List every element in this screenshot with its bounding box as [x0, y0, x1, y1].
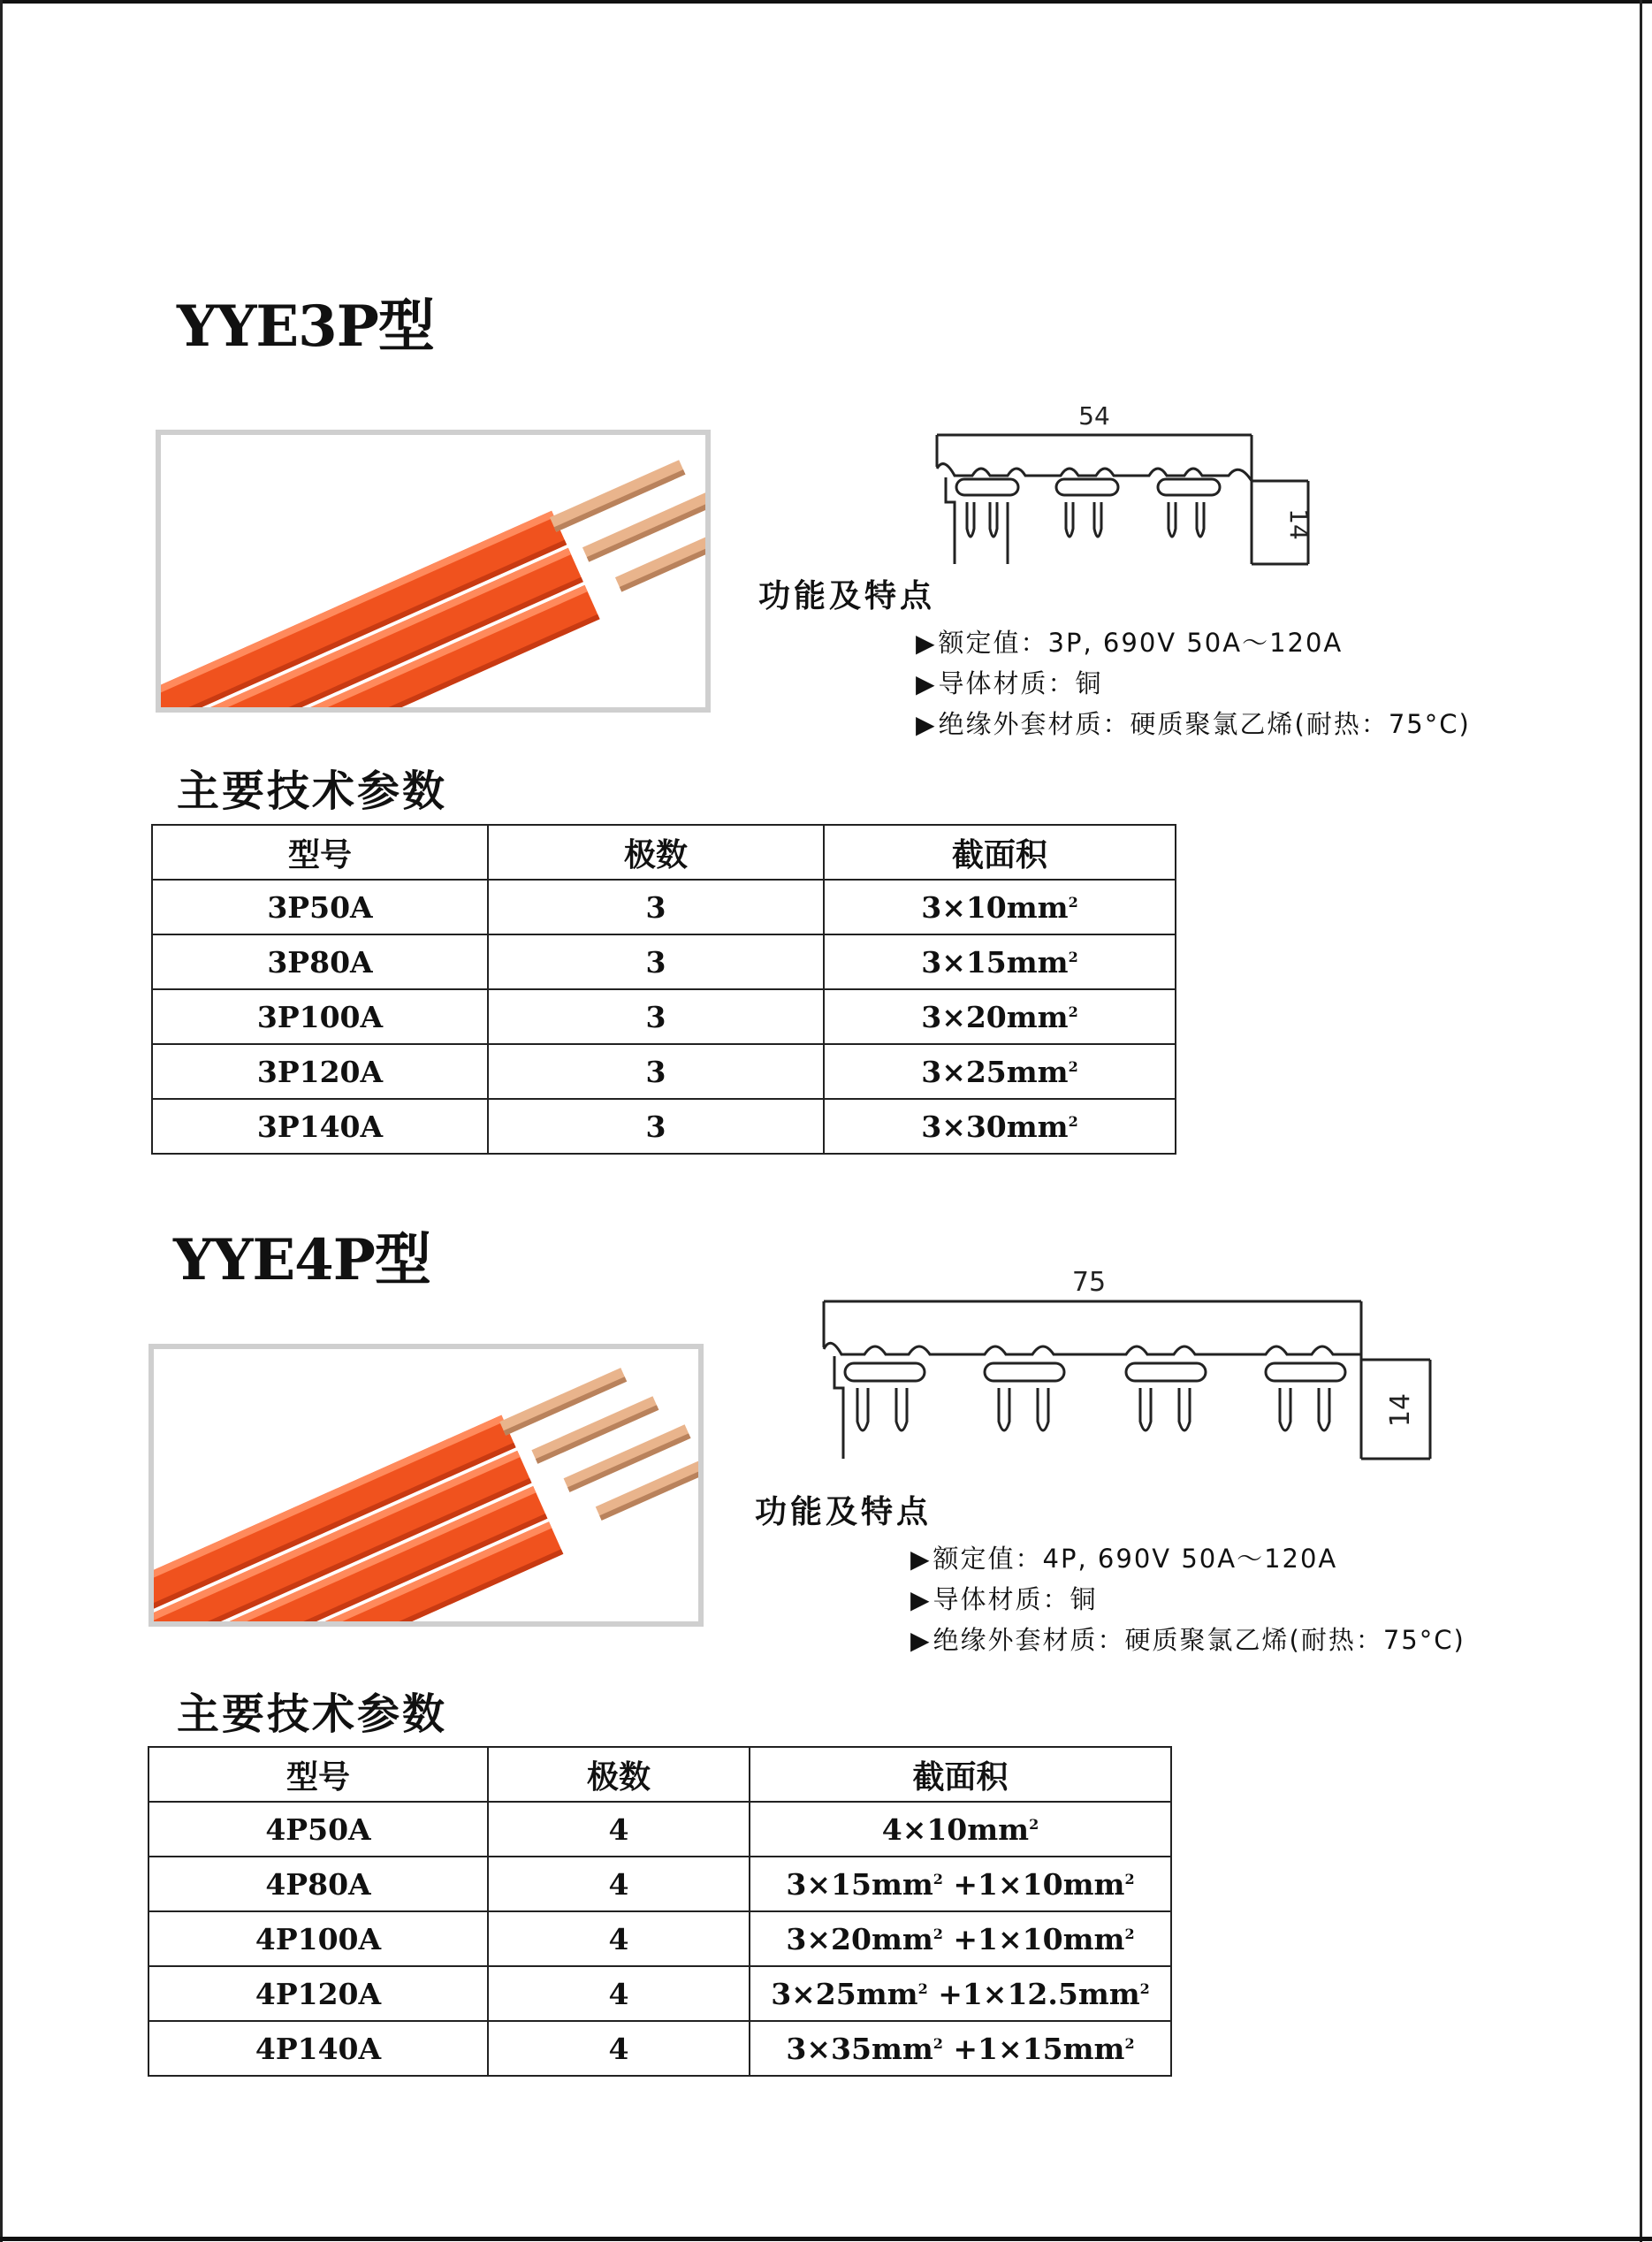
- busbar-4-pole-image: [154, 1349, 698, 1621]
- cell-model: 3P50A: [152, 880, 488, 934]
- page-border-bottom: [0, 2237, 1652, 2241]
- dimension-width-label: 54: [1078, 401, 1110, 431]
- column-header-poles: 极数: [488, 1747, 750, 1802]
- cell-poles: 3: [488, 989, 824, 1044]
- table-row: [148, 1857, 1171, 1911]
- busbar-3-pole-image: [161, 435, 705, 707]
- profile-diagram: [811, 1255, 1448, 1468]
- column-header-model: 型号: [148, 1747, 488, 1802]
- cell-area: $3\times 30mm^2$: [824, 1099, 1176, 1154]
- cell-area: $3\times 15mm^2 +1\times 10mm^2$: [750, 1857, 1171, 1911]
- features-list: [916, 622, 1471, 744]
- page-border-right: [1640, 0, 1642, 2242]
- dimension-width-label: 75: [1071, 1267, 1107, 1298]
- table-row: [148, 1802, 1171, 1857]
- feature-text: 导体材质：铜: [938, 668, 1103, 698]
- feature-text: 绝缘外套材质：硬质聚氯乙烯(耐热：75°C): [933, 1625, 1465, 1655]
- cell-area: $3\times 20mm^2 +1\times 10mm^2$: [750, 1911, 1171, 1966]
- triangle-bullet-icon: ▶: [910, 1544, 932, 1574]
- cell-poles: 3: [488, 1044, 824, 1099]
- cell-area: $3\times 25mm^2$: [824, 1044, 1176, 1099]
- page-border-left: [0, 0, 3, 2242]
- cell-area: $3\times 10mm^2$: [824, 880, 1176, 934]
- dimension-height-label: 14: [1284, 508, 1313, 540]
- cell-poles: 3: [488, 1099, 824, 1154]
- cell-model: 4P50A: [148, 1802, 488, 1857]
- cell-poles: 4: [488, 2021, 750, 2076]
- spec-table-4p: [148, 1746, 1172, 2077]
- product-photo-4p: [148, 1344, 704, 1627]
- table-row: [148, 1966, 1171, 2021]
- column-header-area: 截面积: [824, 825, 1176, 880]
- column-header-area: 截面积: [750, 1747, 1171, 1802]
- params-heading: 主要技术参数: [177, 766, 448, 816]
- triangle-bullet-icon: ▶: [916, 669, 937, 698]
- product-photo-3p: [156, 430, 711, 713]
- features-heading: 功能及特点: [758, 578, 936, 614]
- cell-model: 4P140A: [148, 2021, 488, 2076]
- cell-model: 4P100A: [148, 1911, 488, 1966]
- table-row: [148, 2021, 1171, 2076]
- params-heading: 主要技术参数: [177, 1689, 448, 1739]
- table-header-row: [152, 825, 1176, 880]
- cell-area: $3\times 20mm^2$: [824, 989, 1176, 1044]
- cell-model: 4P120A: [148, 1966, 488, 2021]
- dimension-height-label: 14: [1385, 1392, 1416, 1428]
- feature-text: 额定值：3P, 690V 50A～120A: [938, 628, 1344, 658]
- feature-text: 额定值：4P, 690V 50A～120A: [933, 1544, 1338, 1574]
- features-list: [910, 1538, 1465, 1660]
- cell-model: 3P140A: [152, 1099, 488, 1154]
- cell-model: 3P80A: [152, 934, 488, 989]
- feature-item: [916, 622, 1471, 663]
- cell-poles: 4: [488, 1857, 750, 1911]
- table-row: [152, 1099, 1176, 1154]
- cell-poles: 3: [488, 934, 824, 989]
- feature-item: [910, 1538, 1465, 1579]
- spec-table-3p: [151, 824, 1176, 1155]
- column-header-poles: 极数: [488, 825, 824, 880]
- cell-model: 3P100A: [152, 989, 488, 1044]
- model-title: YYE3P型: [177, 294, 434, 360]
- cell-area: $3\times 35mm^2 +1\times 15mm^2$: [750, 2021, 1171, 2076]
- table-row: [152, 880, 1176, 934]
- cell-poles: 4: [488, 1966, 750, 2021]
- page-border-top: [0, 0, 1652, 4]
- cell-area: $3\times 25mm^2 +1\times 12.5mm^2$: [750, 1966, 1171, 2021]
- feature-text: 绝缘外套材质：硬质聚氯乙烯(耐热：75°C): [938, 709, 1471, 739]
- cell-poles: 4: [488, 1802, 750, 1857]
- cell-model: 4P80A: [148, 1857, 488, 1911]
- table-row: [152, 934, 1176, 989]
- feature-item: [916, 704, 1471, 744]
- triangle-bullet-icon: ▶: [916, 710, 937, 739]
- cell-model: 3P120A: [152, 1044, 488, 1099]
- feature-item: [916, 663, 1471, 704]
- features-heading: 功能及特点: [755, 1494, 933, 1530]
- cell-poles: 3: [488, 880, 824, 934]
- cross-section-drawing-3p: [919, 396, 1344, 576]
- feature-text: 导体材质：铜: [933, 1584, 1098, 1614]
- model-title: YYE4P型: [173, 1227, 430, 1293]
- column-header-model: 型号: [152, 825, 488, 880]
- cell-area: $3\times 15mm^2$: [824, 934, 1176, 989]
- feature-item: [910, 1579, 1465, 1620]
- cell-poles: 4: [488, 1911, 750, 1966]
- table-row: [148, 1911, 1171, 1966]
- table-row: [152, 989, 1176, 1044]
- triangle-bullet-icon: ▶: [916, 629, 937, 658]
- profile-diagram: [919, 396, 1344, 573]
- triangle-bullet-icon: ▶: [910, 1626, 932, 1655]
- feature-item: [910, 1620, 1465, 1660]
- cross-section-drawing-4p: [811, 1255, 1448, 1471]
- triangle-bullet-icon: ▶: [910, 1585, 932, 1614]
- table-row: [152, 1044, 1176, 1099]
- cell-area: $4\times 10mm^2$: [750, 1802, 1171, 1857]
- table-header-row: [148, 1747, 1171, 1802]
